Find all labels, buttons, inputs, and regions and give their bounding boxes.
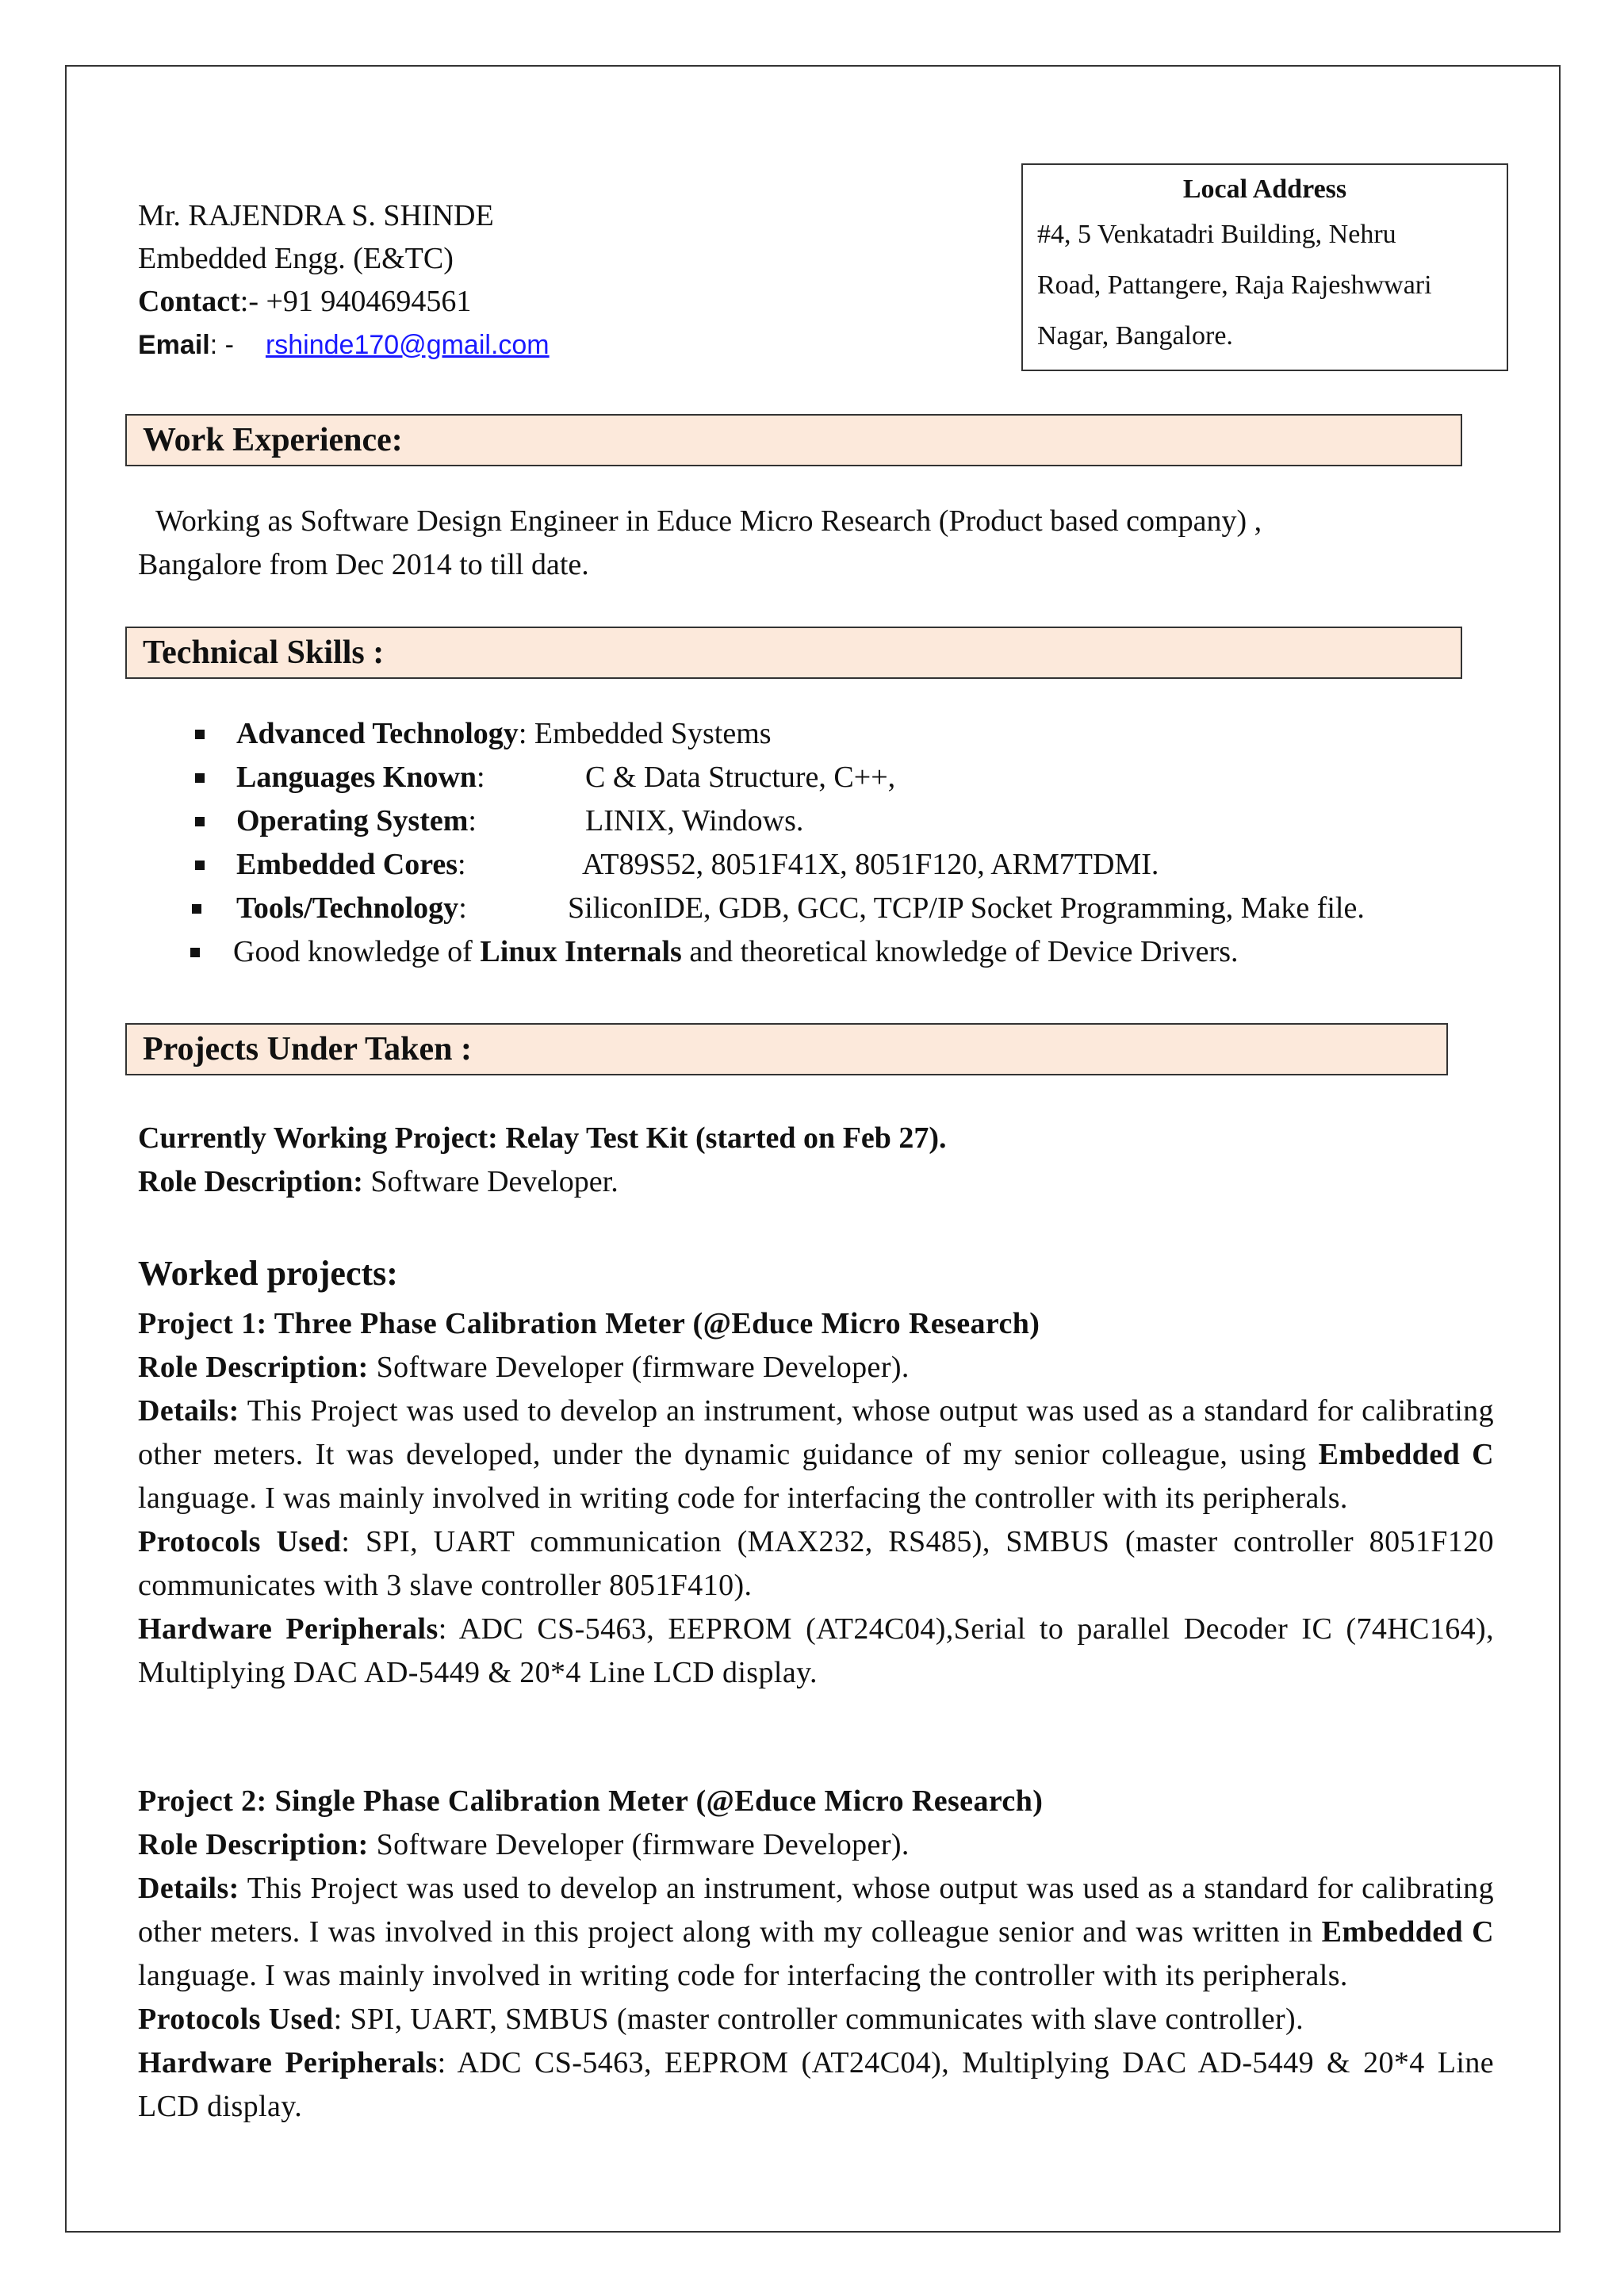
role-label: Role Description: xyxy=(138,1351,369,1384)
skill-label: Embedded Cores xyxy=(236,848,458,881)
bullet-icon xyxy=(195,773,205,783)
contact-sep: :- xyxy=(239,285,266,318)
protocols-value: : SPI, UART communication (MAX232, RS485), SMBUS (master controller 8051F120 communicates with 3 slave controller 8051F410). xyxy=(138,1525,1495,1602)
skill-sep: : xyxy=(458,891,467,925)
details-text: This Project was used to develop an instrument, whose output was used as a standard for calibrating other meters. It was developed, under the dynamic guidance of my senior colleague, using xyxy=(138,1394,1494,1471)
details-text: language. I was mainly involved in writing code for interfacing the controller with its peripherals. xyxy=(138,1959,1348,1992)
details-bold: Embedded C xyxy=(1321,1915,1494,1949)
address-line: Nagar, Bangalore. xyxy=(1037,321,1233,351)
email-link[interactable]: rshinde170@gmail.com xyxy=(265,330,550,360)
skill-sep: : xyxy=(477,761,485,794)
project-details xyxy=(138,1867,1494,1998)
contact-block xyxy=(138,194,550,366)
role-label: Role Description: xyxy=(138,1828,369,1861)
address-text xyxy=(1037,209,1492,362)
skill-sep: : xyxy=(458,848,466,881)
contact-phone: +91 9404694561 xyxy=(266,285,472,318)
project-title: Project 1: Three Phase Calibration Meter (@Educe Micro Research) xyxy=(138,1307,1040,1340)
bullet-icon xyxy=(195,861,205,870)
work-experience-heading: Work Experience: xyxy=(125,414,1462,466)
address-title: Local Address xyxy=(1182,174,1347,204)
role-value: Software Developer (firmware Developer). xyxy=(368,1828,910,1861)
skill-value: Embedded Systems xyxy=(534,717,772,750)
bullet-icon xyxy=(192,904,201,914)
hardware-value: : ADC CS-5463, EEPROM (AT24C04), Multiplying DAC AD-5449 & 20*4 Line LCD display. xyxy=(138,2046,1494,2123)
contact-label: Contact xyxy=(138,285,240,318)
details-bold: Embedded C xyxy=(1318,1438,1494,1471)
details-text: language. I was mainly involved in writing code for interfacing the controller with its peripherals. xyxy=(138,1481,1348,1515)
project-title: Project 2: Single Phase Calibration Meter (@Educe Micro Research) xyxy=(138,1784,1044,1818)
hardware-label: Hardware Peripherals xyxy=(138,1612,439,1646)
skill-bold: Linux Internals xyxy=(480,935,682,968)
projects-heading: Projects Under Taken : xyxy=(125,1023,1448,1075)
project-details xyxy=(138,1389,1494,1520)
email-label: Email xyxy=(138,330,210,360)
role-value: Software Developer. xyxy=(362,1165,619,1198)
email-line xyxy=(138,323,550,366)
protocols-label: Protocols Used xyxy=(138,2003,334,2036)
skill-sep: : xyxy=(468,804,477,838)
project-hardware xyxy=(138,1608,1494,1695)
details-label: Details: xyxy=(138,1394,239,1428)
role-label: Role Description: xyxy=(138,1165,363,1198)
details-text: This Project was used to develop an instrument, whose output was used as a standard for calibrating other meters. I was involved in this project along with my colleague senior and was written in xyxy=(138,1872,1494,1949)
skill-value: LINIX, Windows. xyxy=(585,804,804,838)
protocols-value: : SPI, UART, SMBUS (master controller communicates with slave controller). xyxy=(333,2003,1304,2036)
details-label: Details: xyxy=(138,1872,239,1905)
skill-text-pre: Good knowledge of xyxy=(233,935,481,968)
skill-value: AT89S52, 8051F41X, 8051F120, ARM7TDMI. xyxy=(582,848,1159,881)
address-line: #4, 5 Venkatadri Building, Nehru xyxy=(1037,220,1396,249)
designation: Embedded Engg. (E&TC) xyxy=(138,242,454,275)
role-value: Software Developer (firmware Developer). xyxy=(368,1351,910,1384)
candidate-name: Mr. RAJENDRA S. SHINDE xyxy=(138,199,494,232)
project-protocols xyxy=(138,1520,1494,1608)
bullet-icon xyxy=(195,730,205,739)
project-1-block xyxy=(138,1302,1494,1695)
hardware-value: : ADC CS-5463, EEPROM (AT24C04),Serial to parallel Decoder IC (74HC164), Multiplying DAC AD-5449 & 20*4 Line LCD display. xyxy=(138,1612,1494,1689)
skill-text-post: and theoretical knowledge of Device Drivers. xyxy=(681,935,1239,968)
skill-label: Languages Known xyxy=(236,761,477,794)
skill-label: Tools/Technology xyxy=(236,891,459,925)
protocols-label: Protocols Used xyxy=(138,1525,342,1558)
current-project-block xyxy=(138,1117,1494,1204)
local-address-box xyxy=(1021,163,1508,371)
skill-label: Operating System xyxy=(236,804,469,838)
project-protocols xyxy=(138,1998,1494,2041)
work-experience-text xyxy=(138,500,1502,587)
bullet-icon xyxy=(195,817,205,826)
skill-value: C & Data Structure, C++, xyxy=(585,761,896,794)
project-2-block xyxy=(138,1780,1494,2129)
email-sep: : - xyxy=(209,330,234,360)
hardware-label: Hardware Peripherals xyxy=(138,2046,438,2079)
technical-skills-heading: Technical Skills : xyxy=(125,627,1462,679)
work-experience-line: Bangalore from Dec 2014 to till date. xyxy=(138,548,589,581)
skill-sep: : xyxy=(518,717,527,750)
address-line: Road, Pattangere, Raja Rajeshwwari xyxy=(1037,270,1432,300)
current-project: Currently Working Project: Relay Test Kit (started on Feb 27). xyxy=(138,1121,947,1155)
bullet-icon xyxy=(190,948,200,957)
project-hardware xyxy=(138,2041,1494,2129)
worked-projects-heading: Worked projects: xyxy=(138,1254,398,1293)
work-experience-line: Working as Software Design Engineer in Educe Micro Research (Product based company) , xyxy=(155,504,1262,538)
skill-label: Advanced Technology xyxy=(236,717,519,750)
skill-value: SiliconIDE, GDB, GCC, TCP/IP Socket Programming, Make file. xyxy=(568,891,1365,925)
contact-line xyxy=(138,280,550,323)
